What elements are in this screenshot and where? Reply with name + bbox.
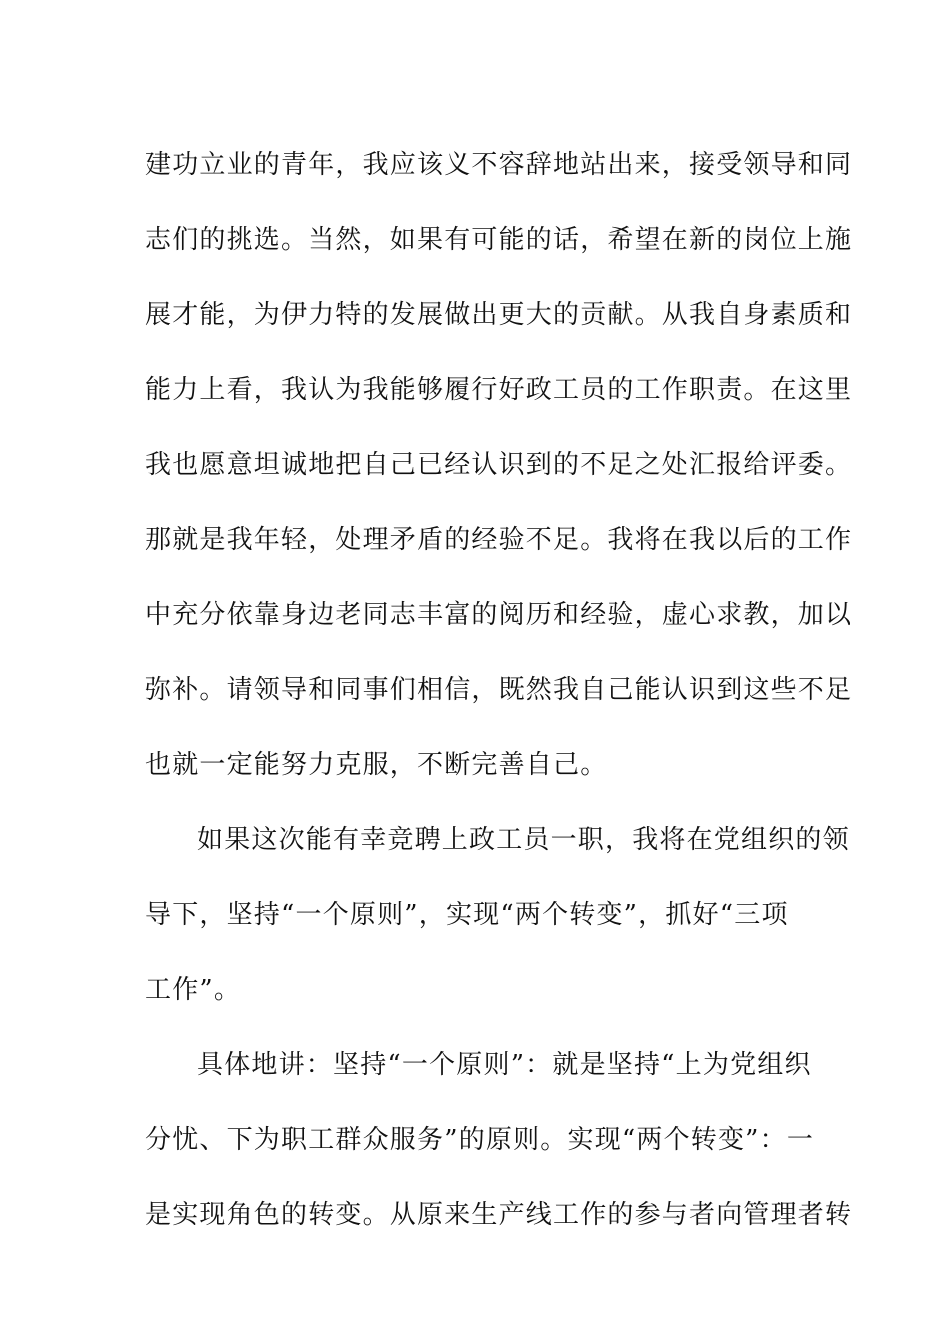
text-line: 是实现角色的转变。从原来生产线工作的参与者向管理者转 (145, 1200, 853, 1230)
paragraph-start-line: 具体地讲：坚持“一个原则”：就是坚持“上为党组织 (197, 1050, 812, 1080)
text-line: 导下，坚持“一个原则”，实现“两个转变”，抓好“三项 (145, 900, 789, 930)
text-line: 建功立业的青年，我应该义不容辞地站出来，接受领导和同 (145, 150, 853, 180)
text-line: 也就一定能努力克服，不断完善自己。 (145, 750, 608, 780)
paragraph-start-line: 如果这次能有幸竞聘上政工员一职，我将在党组织的领 (197, 825, 850, 855)
text-line: 分忧、下为职工群众服务”的原则。实现“两个转变”：一 (145, 1125, 815, 1155)
text-line: 中充分依靠身边老同志丰富的阅历和经验，虚心求教，加以 (145, 600, 853, 630)
text-line: 志们的挑选。当然，如果有可能的话，希望在新的岗位上施 (145, 225, 853, 255)
text-line: 展才能，为伊力特的发展做出更大的贡献。从我自身素质和 (145, 300, 853, 330)
text-line: 弥补。请领导和同事们相信，既然我自己能认识到这些不足 (145, 675, 853, 705)
text-line: 工作”。 (145, 975, 242, 1005)
text-line: 能力上看，我认为我能够履行好政工员的工作职责。在这里 (145, 375, 853, 405)
text-line: 我也愿意坦诚地把自己已经认识到的不足之处汇报给评委。 (145, 450, 853, 480)
text-line: 那就是我年轻，处理矛盾的经验不足。我将在我以后的工作 (145, 525, 853, 555)
body-text (145, 128, 853, 1253)
